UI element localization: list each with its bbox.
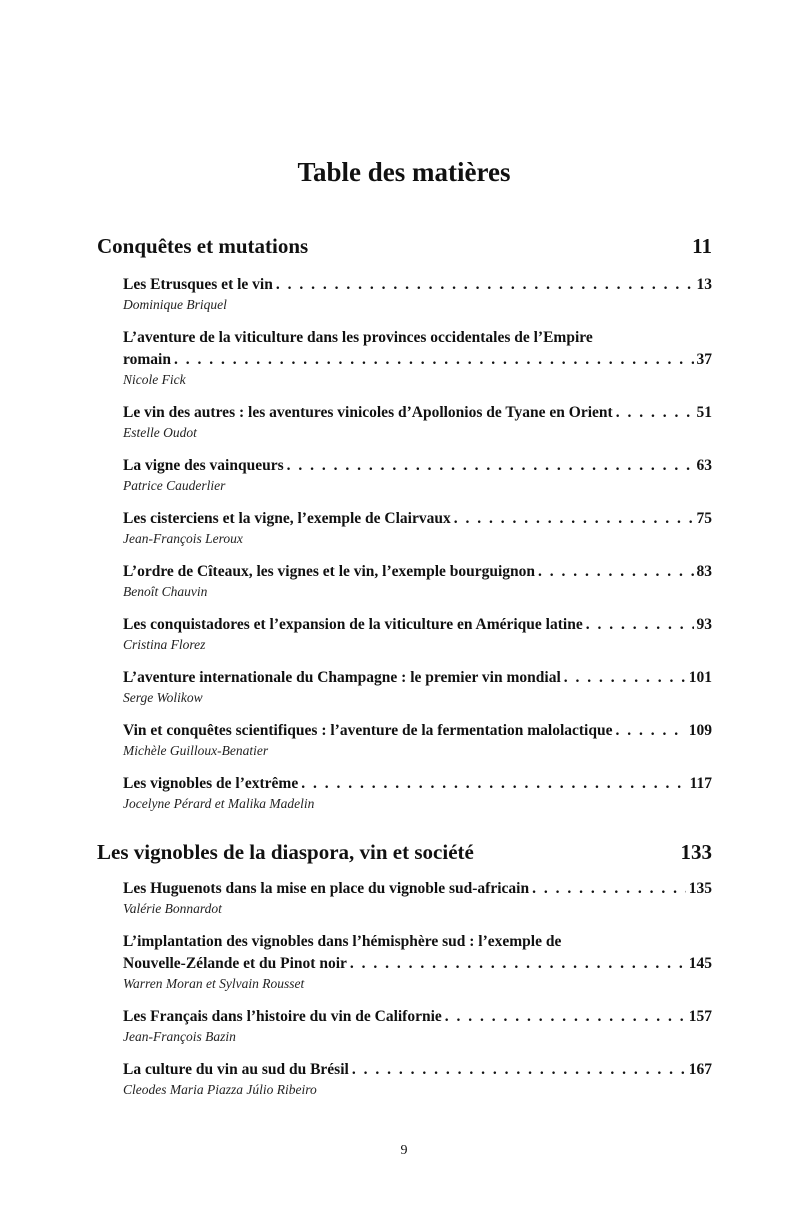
leader-dots — [564, 667, 686, 689]
toc-entry[interactable] — [123, 773, 712, 813]
entry-page: 167 — [688, 1061, 712, 1078]
entry-page: 51 — [696, 404, 712, 421]
leader-dots — [350, 953, 686, 975]
leader-dots — [174, 349, 694, 371]
entry-title: La culture du vin au sud du Brésil — [123, 1061, 349, 1078]
toc-entry[interactable] — [123, 614, 712, 654]
entry-title: La vigne des vainqueurs — [123, 457, 284, 474]
leader-dots — [616, 402, 694, 424]
entry-author: Jean-François Bazin — [123, 1029, 236, 1044]
entry-page: 37 — [696, 351, 712, 368]
entry-title-continued: romain — [123, 351, 171, 368]
entry-title: Les cisterciens et la vigne, l’exemple de Clairvaux — [123, 510, 451, 527]
entry-author: Cristina Florez — [123, 637, 206, 652]
entry-page: 93 — [696, 616, 712, 633]
entry-title: Les Etrusques et le vin — [123, 276, 273, 293]
entry-author: Estelle Oudot — [123, 425, 197, 440]
toc-entry[interactable] — [123, 1059, 712, 1099]
entry-author: Valérie Bonnardot — [123, 901, 222, 916]
toc-entry[interactable] — [123, 878, 712, 918]
entry-title-continued: Nouvelle-Zélande et du Pinot noir — [123, 955, 347, 972]
section-heading — [97, 839, 712, 865]
entry-title: Les Huguenots dans la mise en place du vignoble sud-africain — [123, 880, 530, 897]
entry-author: Benoît Chauvin — [123, 584, 208, 599]
toc-entry[interactable] — [123, 327, 712, 389]
entry-title: Le vin des autres : les aventures vinicoles d’Apollonios de Tyane en Orient — [123, 404, 613, 421]
section-page: 11 — [692, 234, 712, 258]
entry-author: Warren Moran et Sylvain Rousset — [123, 976, 305, 991]
entry-title: Les conquistadores et l’expansion de la viticulture en Amérique latine — [123, 616, 583, 633]
section-title: Conquêtes et mutations — [97, 234, 309, 258]
entry-title: L’implantation des vignobles dans l’hémisphère sud : l’exemple de — [123, 933, 562, 950]
entry-title: L’aventure de la viticulture dans les provinces occidentales de l’Empire — [123, 329, 593, 346]
toc-entry[interactable] — [123, 667, 712, 707]
entry-title: L’aventure internationale du Champagne : le premier vin mondial — [123, 669, 561, 686]
toc-entry[interactable] — [123, 931, 712, 993]
section-entries — [123, 274, 712, 813]
entry-page: 63 — [696, 457, 712, 474]
entry-page: 101 — [688, 669, 712, 686]
entry-page: 109 — [688, 722, 712, 739]
entry-author: Jocelyne Pérard et Malika Madelin — [123, 796, 315, 811]
entry-title: Les vignobles de l’extrême — [123, 775, 299, 792]
leader-dots — [532, 878, 686, 900]
entry-page: 83 — [696, 563, 712, 580]
entry-author: Jean-François Leroux — [123, 531, 243, 546]
leader-dots — [615, 720, 685, 742]
leader-dots — [352, 1059, 686, 1081]
entry-title: Vin et conquêtes scientifiques : l’aventure de la fermentation malolactique — [123, 722, 613, 739]
toc-entry[interactable] — [123, 455, 712, 495]
toc-entry[interactable] — [123, 508, 712, 548]
entry-page: 75 — [696, 510, 712, 527]
entry-author: Dominique Briquel — [123, 297, 227, 312]
leader-dots — [276, 274, 694, 296]
leader-dots — [454, 508, 694, 530]
entry-page: 117 — [689, 775, 712, 792]
entry-author: Michèle Guilloux-Benatier — [123, 743, 269, 758]
entry-author: Serge Wolikow — [123, 690, 203, 705]
section-title: Les vignobles de la diaspora, vin et société — [97, 840, 474, 864]
toc-entry[interactable] — [123, 561, 712, 601]
leader-dots — [586, 614, 694, 636]
entry-title: Les Français dans l’histoire du vin de Californie — [123, 1008, 442, 1025]
entry-page: 145 — [688, 955, 712, 972]
section-heading — [97, 233, 712, 259]
entry-author: Patrice Cauderlier — [123, 478, 226, 493]
leader-dots — [445, 1006, 686, 1028]
leader-dots — [287, 455, 694, 477]
toc-entry[interactable] — [123, 402, 712, 442]
toc-entry[interactable] — [123, 274, 712, 314]
leader-dots — [538, 561, 693, 583]
entry-title: L’ordre de Cîteaux, les vignes et le vin, l’exemple bourguignon — [123, 563, 536, 580]
entry-author: Nicole Fick — [123, 372, 186, 387]
entry-page: 135 — [688, 880, 712, 897]
page-number: 9 — [400, 1143, 408, 1158]
entry-author: Cleodes Maria Piazza Júlio Ribeiro — [123, 1082, 317, 1097]
page-title: Table des matières — [297, 157, 511, 187]
toc-entry[interactable] — [123, 720, 712, 760]
section-entries — [123, 878, 712, 1099]
entry-page: 157 — [688, 1008, 712, 1025]
section-page: 133 — [680, 840, 712, 864]
toc-entry[interactable] — [123, 1006, 712, 1046]
entry-page: 13 — [696, 276, 712, 293]
leader-dots — [301, 773, 686, 795]
